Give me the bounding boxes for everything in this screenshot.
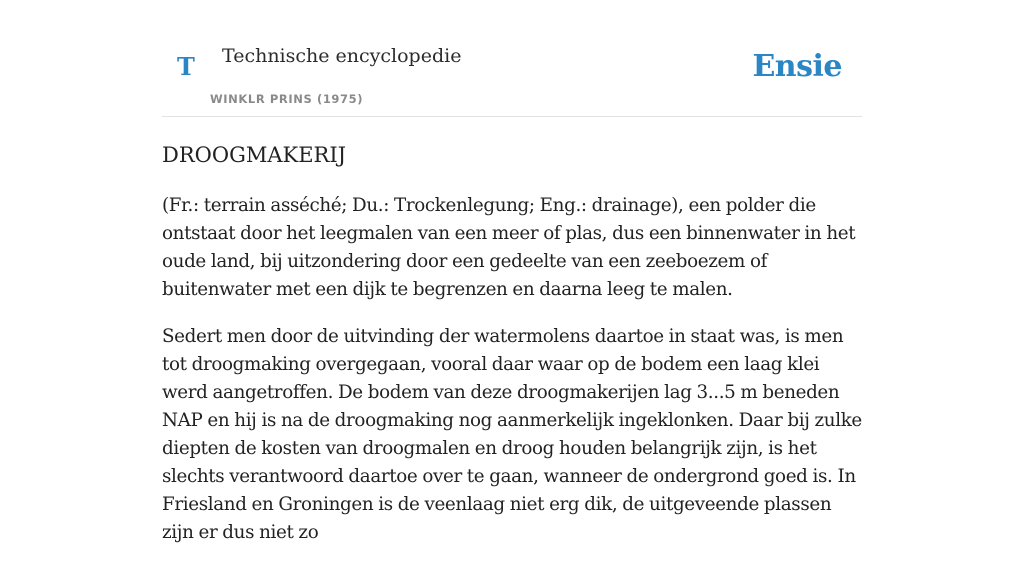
article-headword: DROOGMAKERIJ	[162, 143, 347, 167]
article-paragraph: (Fr.: terrain asséché; Du.: Trockenlegung; Eng.: drainage), een polder die ontstaat door het leegmalen van een meer of plas, dus een binnenwater in het oude land, bij uitzondering door een gedeelte van een zeeboezem of buitenwater met een dijk te begrenzen en daarna leeg te malen.	[162, 195, 856, 300]
source-subtitle: WINKLR PRINS (1975)	[210, 92, 364, 106]
ensie-logo[interactable]: Ensie	[752, 49, 842, 84]
source-header	[162, 0, 862, 117]
article	[162, 140, 862, 566]
source-title-link[interactable]: Technische encyclopedie	[222, 45, 462, 67]
article-paragraph: Sedert men door de uitvinding der watermolens daartoe in staat was, is men tot droogmaking overgegaan, vooral daar waar op de bodem een laag klei werd aangetroffen. De bodem van deze droogmakerijen lag 3...5 m beneden NAP en hij is na de droogmaking nog aanmerkelijk ingeklonken. Daar bij zulke diepten de kosten van droogmalen en droog houden belangrijk zijn, is het slechts verantwoord daartoe over te gaan, wanneer de ondergrond goed is. In Friesland en Groningen is de veenlaag niet erg dik, de uitgeveende plassen zijn er dus niet zo	[162, 326, 862, 543]
source-logo-icon[interactable]: T	[177, 52, 195, 81]
